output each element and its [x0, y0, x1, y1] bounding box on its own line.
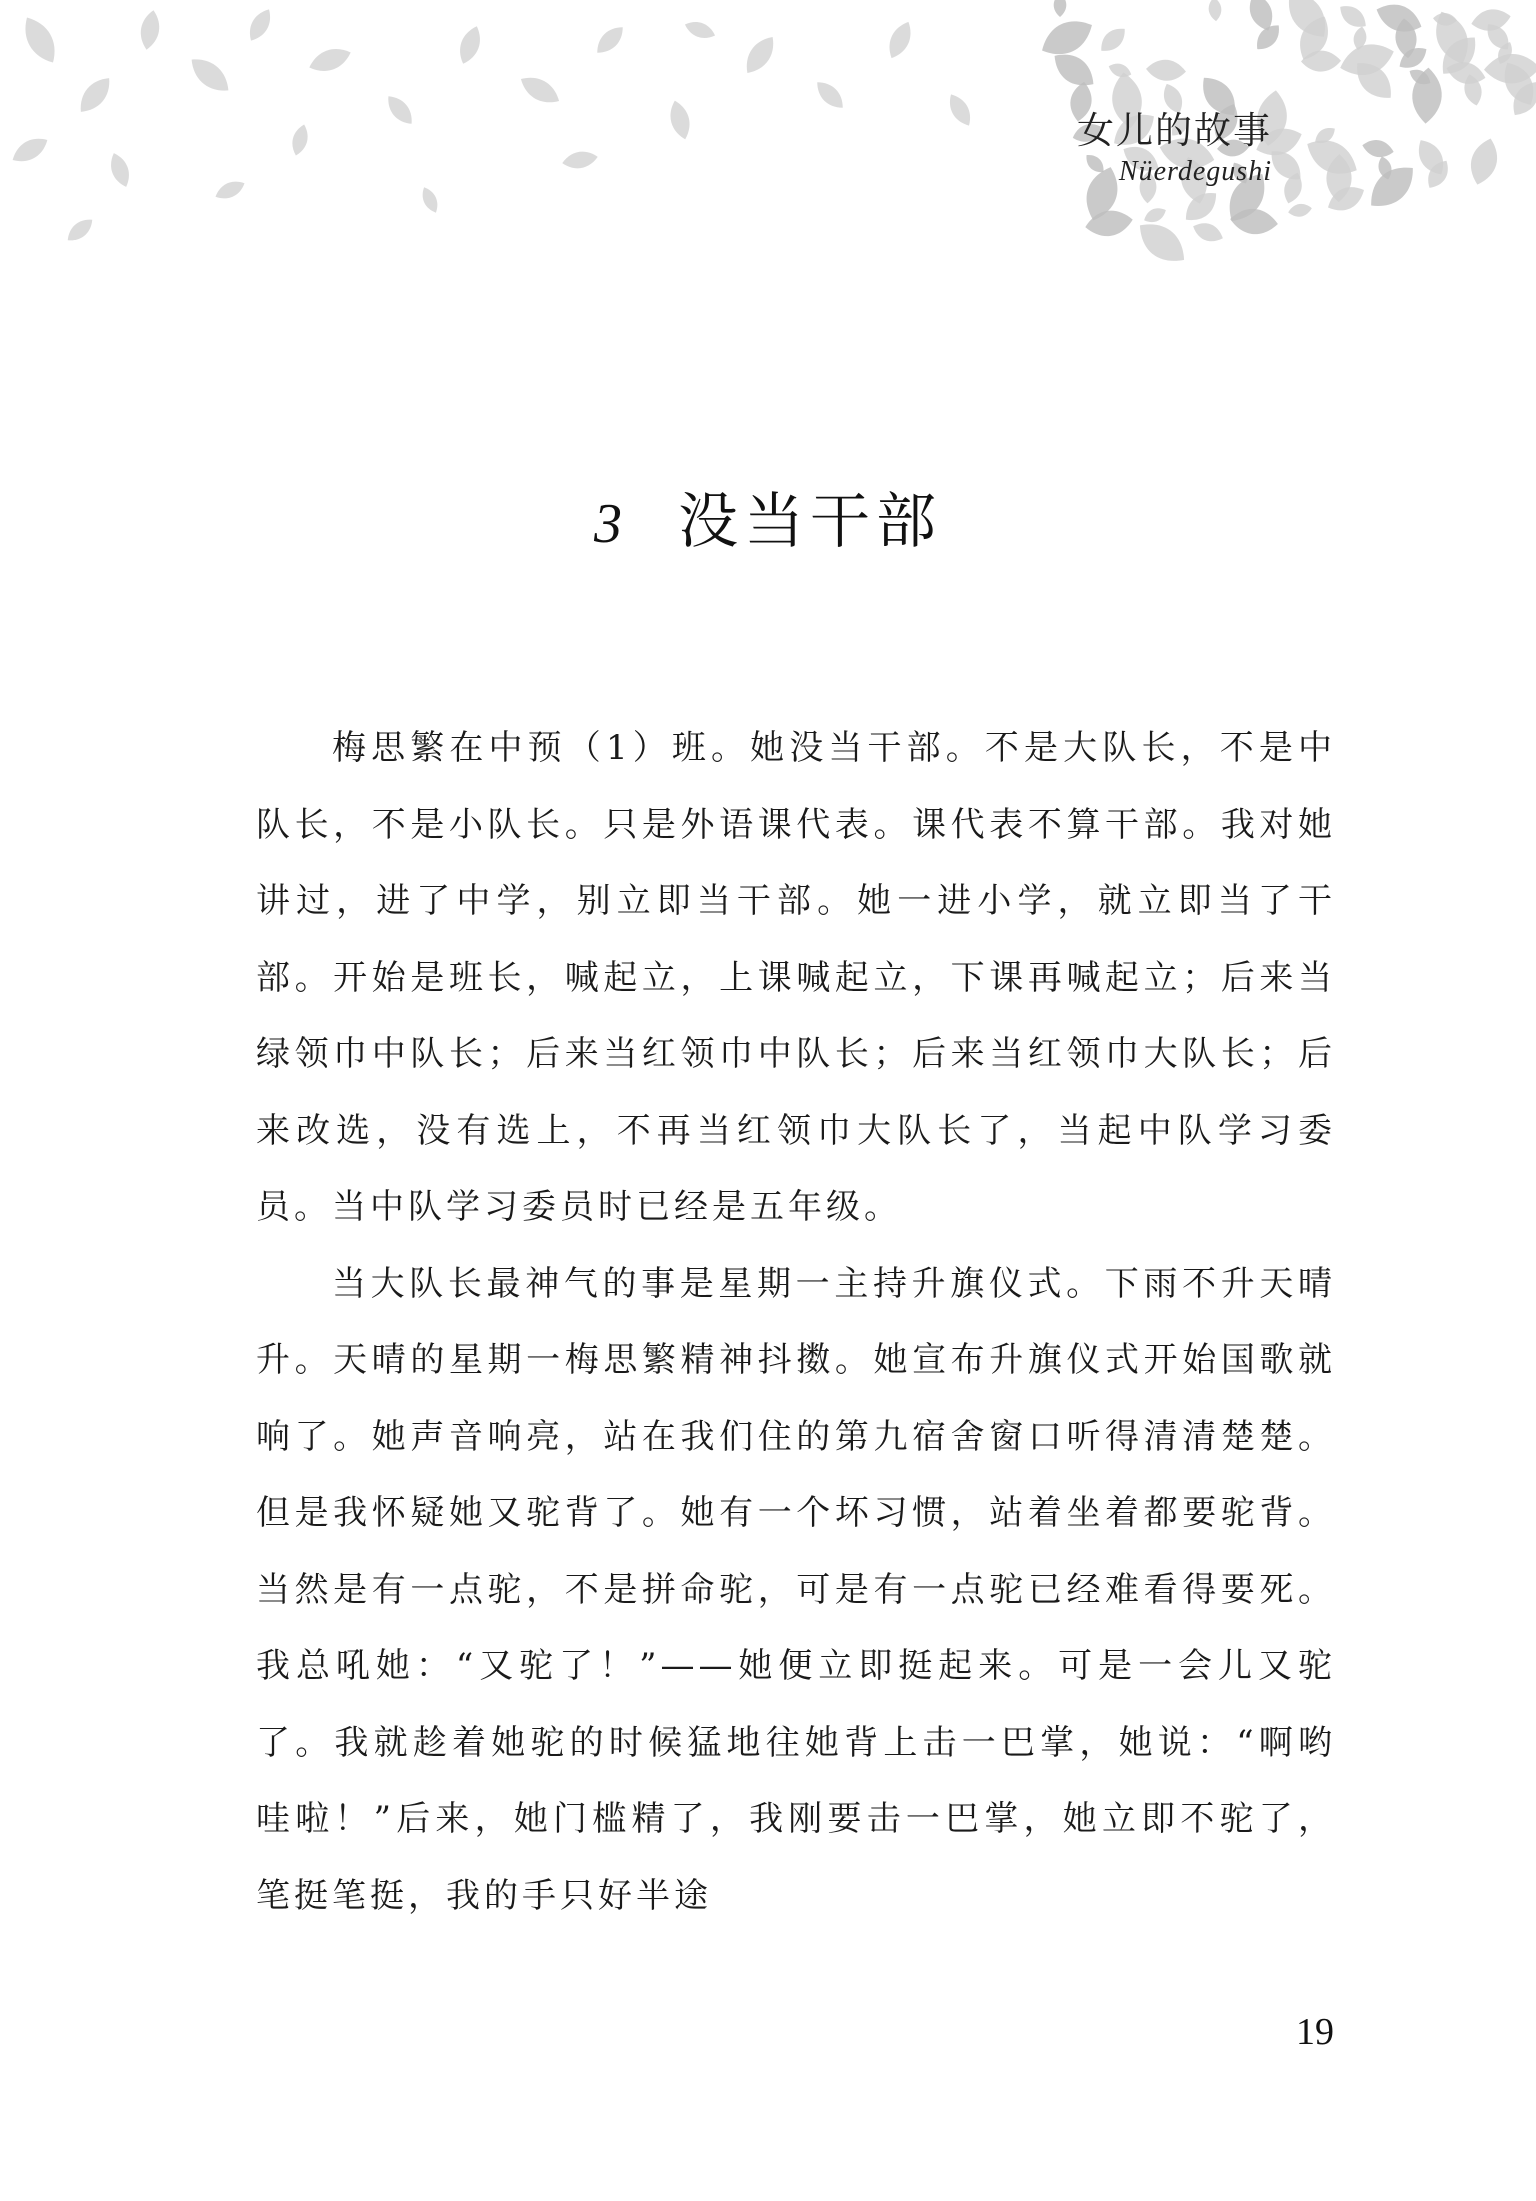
foliage-shape [1141, 204, 1168, 226]
leaf-shape [516, 70, 564, 109]
leaf-decoration [0, 0, 1536, 340]
leaf-shape [185, 51, 236, 98]
running-head-subtitle: Nüerdegushi [1118, 156, 1272, 187]
foliage-shape [1287, 202, 1313, 219]
leaf-shape [138, 9, 163, 52]
foliage-shape [1131, 214, 1193, 272]
foliage-shape [1361, 137, 1396, 160]
leaf-shape [944, 90, 976, 129]
running-head [1077, 108, 1272, 154]
foliage-shape [1208, 0, 1223, 22]
foliage-shape [1190, 218, 1226, 246]
paragraph: 当大队长最神气的事是星期一主持升旗仪式。下雨不升天晴升。天晴的星期一梅思繁精神抖擞。她宣布升旗仪式开始国歌就响了。她声音响亮，站在我们住的第九宿舍窗口听得清清楚楚。但是我怀疑她又驼背了。她有一个坏习惯，站着坐着都要驼背。当然是有一点驼，不是拼命驼，可是有一点驼已经难看得要死。我总吼她：“又驼了！”——她便立即挺起来。可是一会儿又驼了。我就趁着她驼的时候猛地往她背上击一巴掌，她说：“啊哟哇啦！”后来，她门槛精了，我刚要击一巴掌，她立即不驼了，笔挺笔挺，我的手只好半途 [256, 1263, 1336, 1916]
leaf-shape [63, 214, 97, 246]
leaf-shape [382, 91, 418, 129]
leaf-shape [73, 72, 116, 118]
leaf-shape [561, 149, 599, 171]
paragraph: 梅思繁在中预（1）班。她没当干部。不是大队长，不是中队长，不是小队长。只是外语课代表。课代表不算干部。我对她讲过，进了中学，别立即当干部。她一进小学，就立即当了干部。开始是班长，喊起立，上课喊起立，下课再喊起立；后来当绿领巾中队长；后来当红领巾中队长；后来当红领巾大队长；后来改选，没有选上，不再当红领巾大队长了，当起中队学习委员。当中队学习委员时已经是五年级。 [256, 728, 1336, 1227]
page-number: 19 [1296, 2011, 1334, 2053]
running-head-title: 女儿的故事 [1077, 109, 1272, 152]
leaf-shape [739, 31, 780, 78]
chapter-heading [0, 486, 1536, 560]
foliage-shape [1054, 0, 1067, 17]
leaf-shape [212, 177, 247, 204]
chapter-number: 3 [594, 493, 622, 555]
leaf-shape [883, 18, 916, 62]
leaf-shape [289, 123, 311, 158]
leaf-shape [306, 43, 354, 77]
leaf-shape [666, 98, 694, 141]
leaf-shape [455, 23, 486, 67]
leaf-shape [418, 185, 441, 216]
leaf-shape [812, 77, 849, 114]
leaf-shape [106, 150, 134, 189]
leaf-shape [683, 18, 718, 42]
chapter-title: 没当干部 [678, 487, 942, 557]
leaf-shape [592, 22, 629, 59]
foliage-shape [1465, 135, 1502, 188]
foliage-shape [1096, 23, 1131, 57]
leaf-shape [17, 12, 63, 69]
foliage-shape [1335, 0, 1371, 33]
leaf-shape [244, 5, 276, 44]
foliage-shape [1145, 58, 1186, 82]
leaf-shape [8, 132, 52, 168]
foliage-shape [1361, 157, 1422, 216]
body-text [256, 710, 1336, 1934]
